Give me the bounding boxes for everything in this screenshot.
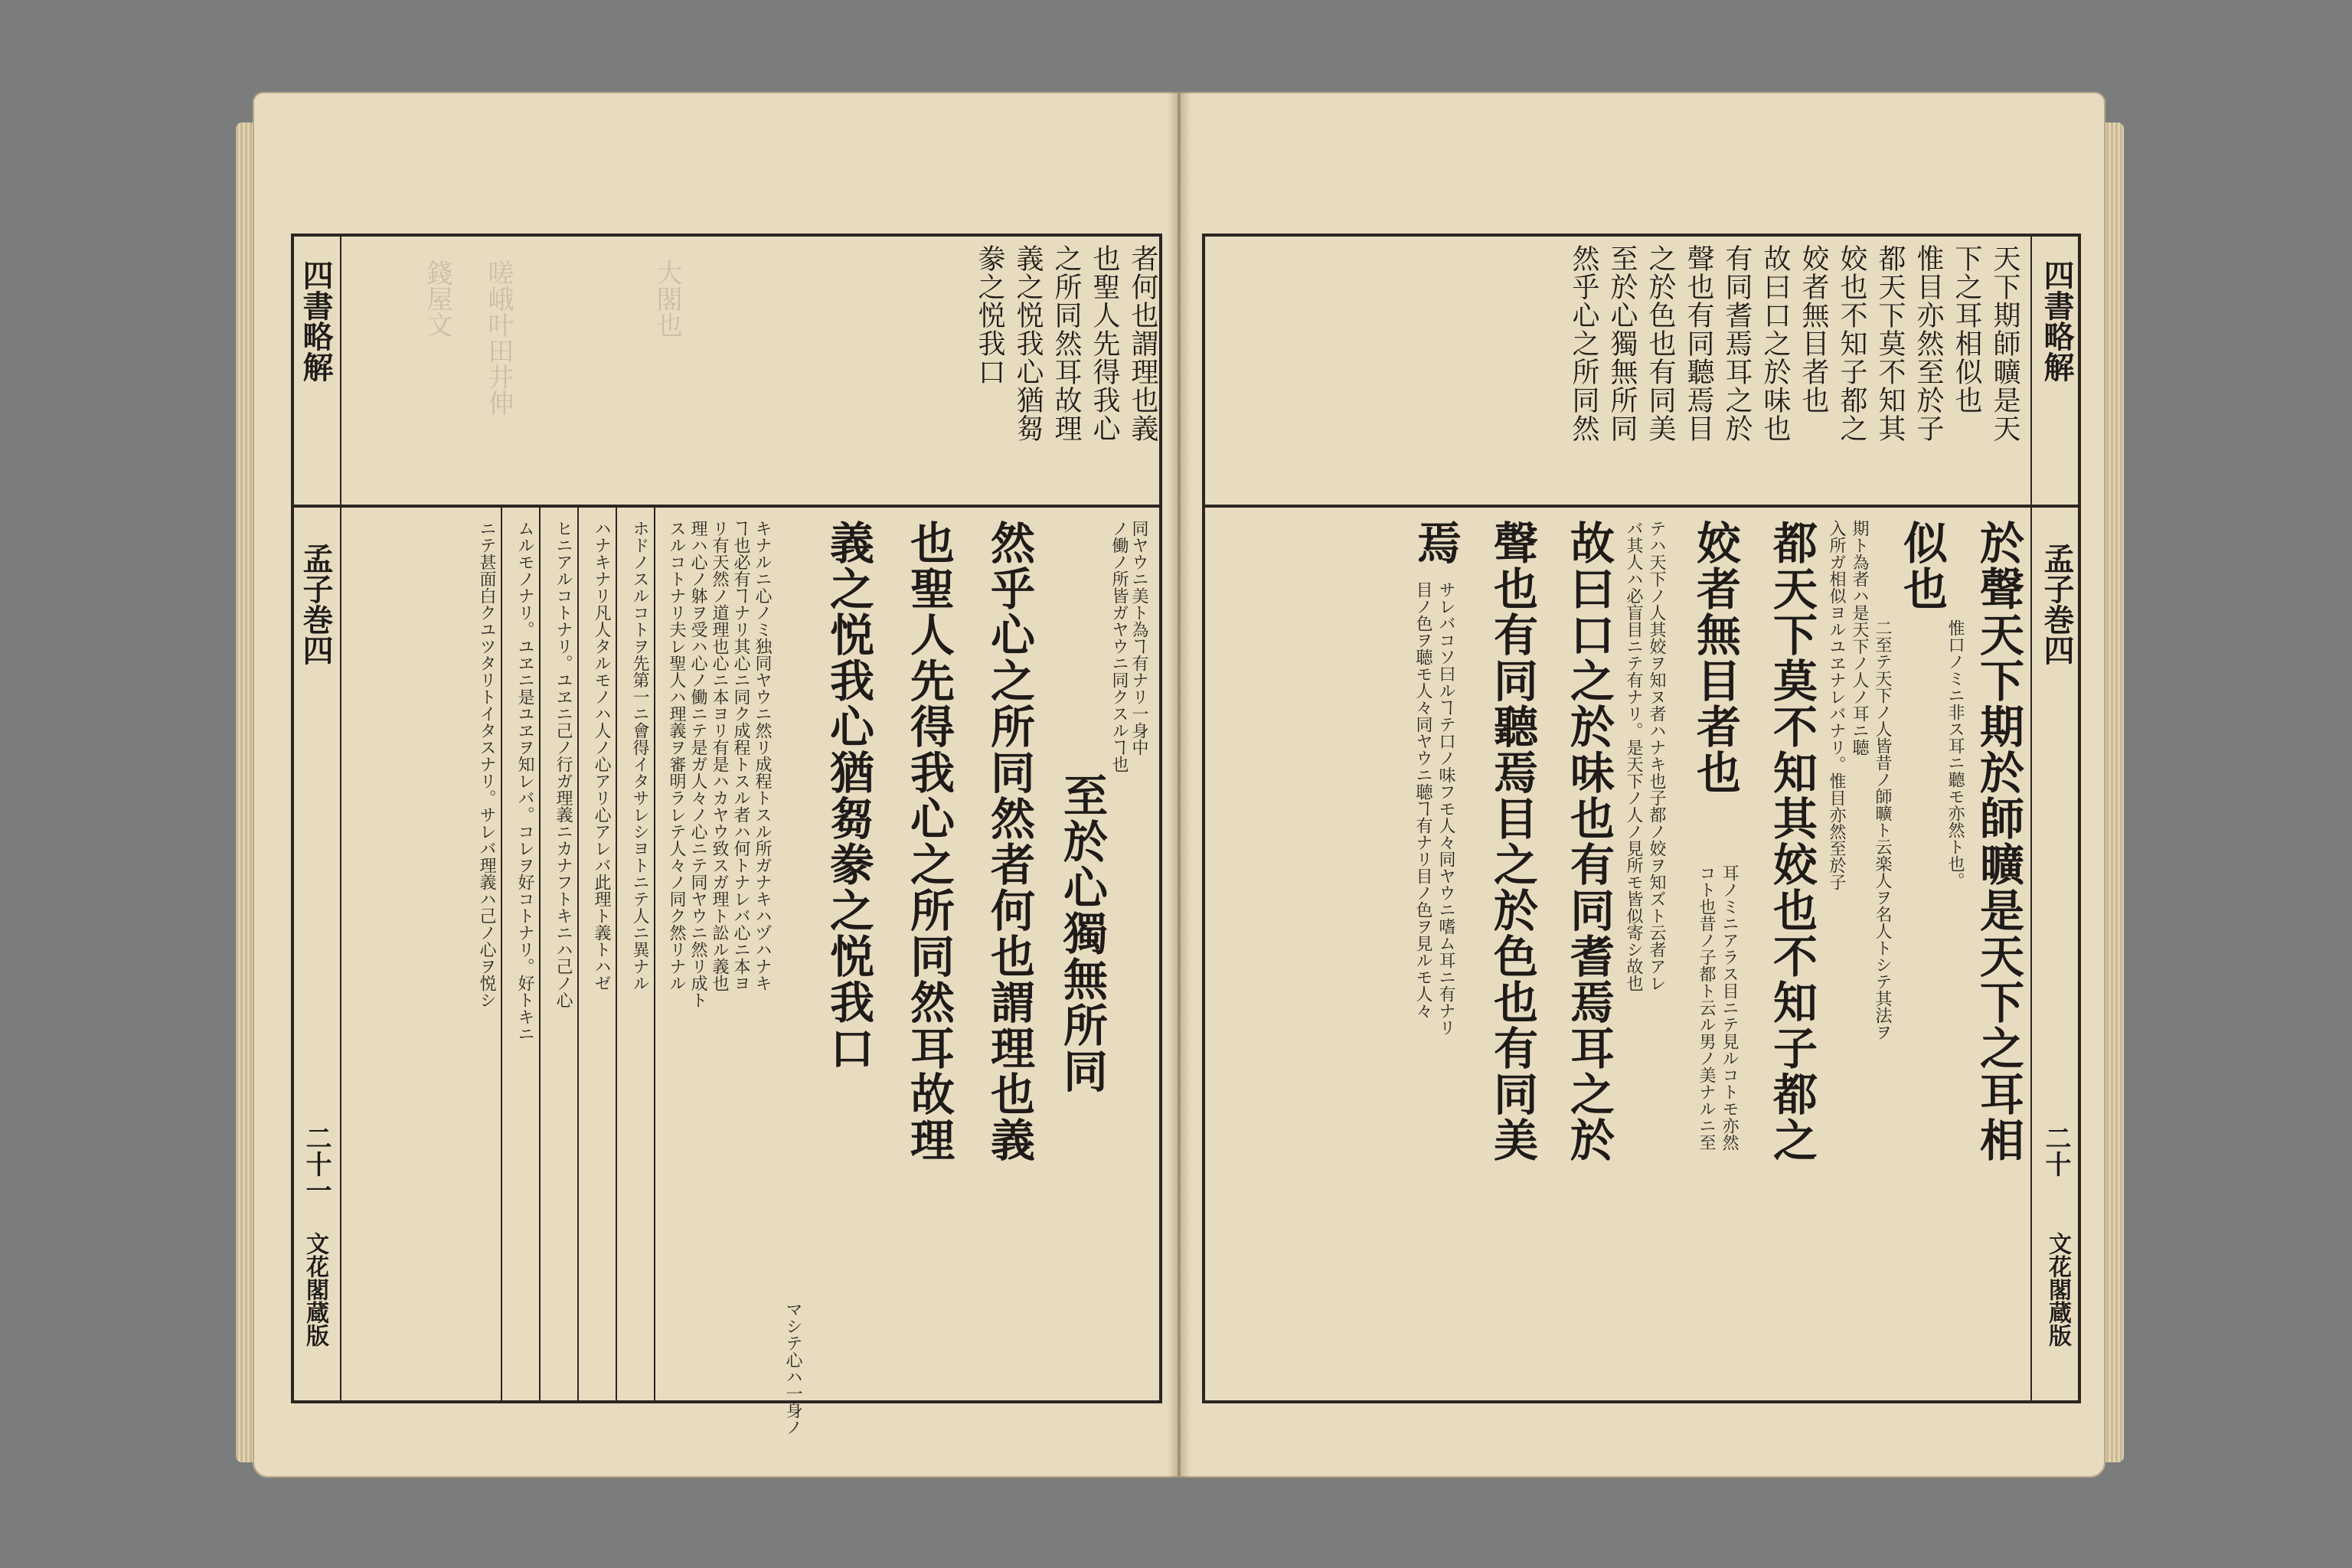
left-folio: 二十一: [301, 1125, 332, 1203]
main-text-column: 焉: [1410, 520, 1462, 566]
upper-text-column: 故曰口之於味也: [1759, 244, 1791, 443]
left-page: [253, 92, 1179, 1478]
gloss-column: 理ハ心ノ躰ヲ受ハ心ノ働ニテ是ガ人々ノ心ニテ同ヤウニ然リ成ト: [688, 520, 707, 1008]
gloss-column: 惟口ノミニ非ス耳ニ聽モ亦然ト也。: [1945, 619, 1965, 889]
right-page-frame: [1202, 234, 2081, 1403]
left-page-frame: [291, 234, 1162, 1436]
main-text-column: 於聲天下期於師曠是天下之耳相: [1972, 520, 2024, 1163]
upper-text-column: 之於色也有同美: [1645, 244, 1676, 443]
upper-text-column: 然乎心之所同然: [1568, 244, 1599, 443]
upper-text-column: 姣也不知子都之: [1836, 244, 1867, 443]
left-page-divider: [294, 505, 1159, 508]
right-publisher-mark: 文花閣蔵版: [2044, 1232, 2071, 1347]
upper-text-column: 豢之悦我口: [974, 244, 1005, 386]
right-chapter-title: 孟子巻四: [2039, 543, 2075, 665]
gloss-column: テハ天下ノ人其姣ヲ知ヌ者ハナキ也子都ノ姣ヲ知ズト云者アレ: [1647, 520, 1666, 991]
left-publisher-mark: 文花閣蔵版: [302, 1232, 328, 1347]
column-rule: [539, 505, 541, 1400]
gloss-column: 入所ガ相似ヨルユヱナレバナリ。惟目亦然至於子: [1827, 520, 1846, 890]
upper-text-column: 惟目亦然至於子: [1913, 244, 1944, 443]
column-rule: [616, 505, 617, 1400]
upper-text-column: 姣者無目者也: [1798, 244, 1829, 414]
gloss-column: ヒニアルコトナリ。ユヱニ己ノ行ガ理義ニカナフトキニハ己ノ心: [554, 520, 573, 1008]
column-rule: [577, 505, 579, 1400]
gloss-column: リ有天然ノ道理也心ニ本ヨリ有是ハカヤウ致スガ理ト訟ル義也: [710, 520, 729, 991]
upper-text-column: 聲也有同聽焉目: [1683, 244, 1714, 443]
gloss-column: サレバコソ曰ルヿテ口ノ味フモ人々同ヤウニ嗜ム耳ニ有ナリ: [1436, 581, 1455, 1036]
gloss-column: スルコトナリ夫レ聖人ハ理義ヲ審明ラレテ人々ノ同ク然リナル: [667, 520, 686, 991]
gloss-column: コト也昔ノ子都ト云ル男ノ美ナルニ至: [1697, 864, 1716, 1151]
upper-text-column: 下之耳相似也: [1951, 244, 1982, 414]
upper-text-column: 有同耆焉耳之於: [1721, 244, 1753, 443]
gloss-column: キナルニ心ノミ独同ヤウニ然リ成程トスル所ガナキハヅハナキ: [753, 520, 772, 991]
gloss-column: バ其人ハ必盲目ニテ有ナリ。是天下ノ人ノ見所モ皆似寄シ故也: [1624, 520, 1643, 991]
main-text-column: 也聖人先得我心之所同然耳故理: [903, 520, 955, 1163]
column-rule: [654, 505, 655, 1400]
gloss-column: ムルモノナリ。ユヱニ是ユヱヲ知レバ。コレヲ好コトナリ。好トキニ: [515, 520, 534, 1042]
gloss-column: マシテ心ハ一身ノ: [783, 1301, 802, 1436]
gloss-column: 二至テ天下ノ人皆昔ノ師曠ト云楽人ヲ名人トシテ其法ヲ: [1873, 619, 1892, 1040]
gloss-column: 耳ノミニアラス目ニテ見ルコトモ亦然: [1720, 864, 1739, 1151]
main-text-column: 義之悦我心猶芻豢之悦我口: [822, 520, 874, 1071]
main-text-column: 聲也有同聽焉目之於色也有同美: [1486, 520, 1538, 1163]
left-chapter-title: 孟子巻四: [298, 543, 334, 665]
main-text-column: 然乎心之所同然者何也謂理也義: [983, 520, 1035, 1163]
upper-text-column: 也聖人先得我心: [1089, 244, 1120, 443]
right-page-divider: [1205, 505, 2078, 508]
ghost-text: 大閣也: [652, 260, 682, 338]
gloss-column: ホドノスルコトヲ先第一ニ會得イタサレシヨトニテ人ニ異ナル: [630, 520, 649, 991]
upper-text-column: 者何也謂理也義: [1127, 244, 1158, 443]
ghost-text: 錢屋文: [422, 260, 452, 338]
upper-text-column: 之所同然耳故理: [1050, 244, 1082, 443]
main-text-column: 故曰口之於味也有同耆焉耳之於: [1563, 520, 1615, 1163]
column-rule: [501, 505, 502, 1400]
ghost-text: 嗟峨叶田井伸: [483, 260, 514, 416]
upper-text-column: 都天下莫不知其: [1874, 244, 1906, 443]
page-stack-right: [2104, 122, 2124, 1462]
left-running-header: 四書略解: [298, 260, 334, 382]
main-text-column: 都天下莫不知其姣也不知子都之: [1766, 520, 1818, 1163]
gloss-column: ニテ甚面白クユツタリトイタスナリ。サレバ理義ハ己ノ心ヲ悦シ: [477, 520, 496, 1008]
upper-text-column: 至於心獨無所同: [1606, 244, 1638, 443]
book-gutter: [1168, 92, 1191, 1478]
right-margin-rule: [2030, 237, 2032, 1400]
right-folio: 二十: [2040, 1125, 2071, 1177]
left-margin-rule: [340, 237, 341, 1400]
main-text-column: 似也: [1896, 520, 1948, 612]
upper-text-column: 義之悦我心猶芻: [1012, 244, 1044, 443]
gloss-column: 同ヤウニ美ト為ヿ有ナリ一身中: [1129, 520, 1148, 756]
gloss-column: ノ働ノ所皆ガヤウニ同クスルヿ也: [1109, 520, 1129, 773]
gloss-column: 目ノ色ヲ聴モ人々同ヤウニ聴ヿ有ナリ目ノ色ヲ見ルモ人々: [1413, 581, 1432, 1019]
upper-text-column: 天下期師曠是天: [1989, 244, 2020, 443]
gloss-column: 期ト為者ハ是天下ノ人ノ耳ニ聴: [1850, 520, 1869, 756]
main-text-column: 姣者無目者也: [1689, 520, 1741, 795]
gloss-column: ハナキナリ凡人タルモノハ人ノ心アリ心アレバ此理ト義トハゼ: [592, 520, 611, 991]
page-stack-left: [236, 122, 254, 1462]
right-running-header: 四書略解: [2039, 260, 2075, 382]
open-book: [253, 92, 2105, 1478]
right-page: [1179, 92, 2105, 1478]
main-text-column: 至於心獨無所同: [1056, 773, 1108, 1094]
gloss-column: ヿ也必有ヿナリ其心ニ同ク成程トスル者ハ何トナレバ心ニ本ヨ: [731, 520, 750, 991]
